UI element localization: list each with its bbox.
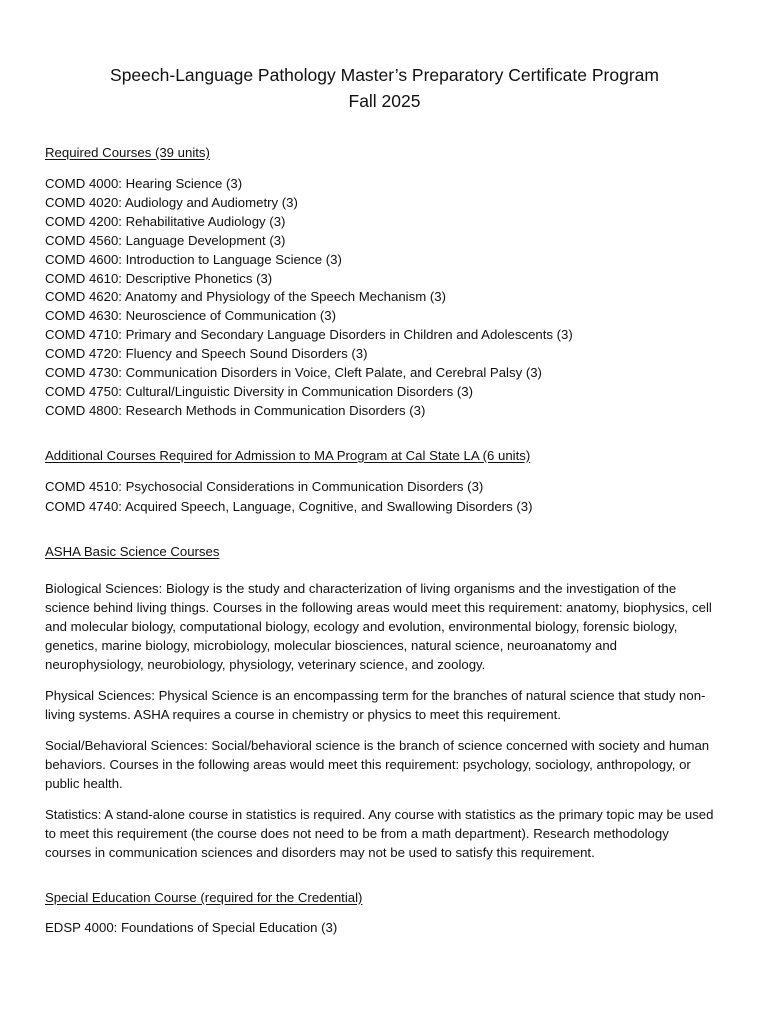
special-education-heading: Special Education Course (required for the Credential) — [45, 889, 363, 905]
title-line-term: Fall 2025 — [348, 91, 421, 111]
asha-courses-heading: ASHA Basic Science Courses — [45, 543, 220, 559]
course-item: COMD 4600: Introduction to Language Science (3) — [45, 251, 342, 267]
course-item: COMD 4510: Psychosocial Considerations in Communication Disorders (3) — [45, 478, 484, 494]
course-item: COMD 4620: Anatomy and Physiology of the Speech Mechanism (3) — [45, 289, 446, 305]
course-item: COMD 4720: Fluency and Speech Sound Disorders (3) — [45, 346, 368, 362]
special-education-list — [45, 919, 716, 938]
course-item: COMD 4750: Cultural/Linguistic Diversity in Communication Disorders (3) — [45, 383, 474, 399]
statistics-paragraph: Statistics: A stand-alone course in statistics is required. Any course with statistics as the primary topic may be used to meet this requirement (the course does not need to be from a math department). Research methodology courses in communication sciences and disorders may not be used to satisfy this requirement. — [45, 806, 714, 860]
course-item: COMD 4710: Primary and Secondary Language Disorders in Children and Adolescents (3) — [45, 327, 573, 343]
course-item: COMD 4610: Descriptive Phonetics (3) — [45, 270, 273, 286]
course-item: COMD 4000: Hearing Science (3) — [45, 176, 243, 191]
course-item: COMD 4560: Language Development (3) — [45, 232, 286, 248]
title-line-program: Speech-Language Pathology Master’s Preparatory Certificate Program — [110, 65, 659, 85]
required-courses-heading: Required Courses (39 units) — [45, 145, 210, 160]
course-item: COMD 4200: Rehabilitative Audiology (3) — [45, 213, 286, 229]
course-item: EDSP 4000: Foundations of Special Education (3) — [45, 919, 338, 935]
course-item: COMD 4800: Research Methods in Communication Disorders (3) — [45, 402, 426, 418]
document-title — [45, 62, 716, 114]
course-item: COMD 4730: Communication Disorders in Voice, Cleft Palate, and Cerebral Palsy (3) — [45, 365, 542, 381]
required-courses-list — [45, 175, 716, 421]
biological-sciences-paragraph: Biological Sciences: Biology is the study and characterization of living organisms and the investigation of the science behind living things. Courses in the following areas would meet this requirement: anatomy, biophysics, cell and molecular biology, computational biology, ecology and evolution, environmental biology, forensic biology, genetics, marine biology, microbiology, molecular biosciences, natural science, neuroanatomy and neurophysiology, neurobiology, physiology, veterinary science, and zoology. — [45, 580, 712, 672]
course-item: COMD 4630: Neuroscience of Communication (3) — [45, 308, 336, 324]
social-behavioral-sciences-paragraph: Social/Behavioral Sciences: Social/behavioral science is the branch of science concerned with society and human behaviors. Courses in the following areas would meet this requirement: psychology, sociology, anthropology, or public health. — [45, 737, 710, 791]
physical-sciences-paragraph: Physical Sciences: Physical Science is an encompassing term for the branches of natural science that study non-living systems. ASHA requires a course in chemistry or physics to meet this requirement. — [45, 687, 706, 722]
additional-courses-heading: Additional Courses Required for Admission to MA Program at Cal State LA (6 units) — [45, 447, 531, 463]
course-item: COMD 4020: Audiology and Audiometry (3) — [45, 194, 298, 210]
additional-courses-list — [45, 477, 716, 517]
course-item: COMD 4740: Acquired Speech, Language, Cognitive, and Swallowing Disorders (3) — [45, 498, 533, 514]
